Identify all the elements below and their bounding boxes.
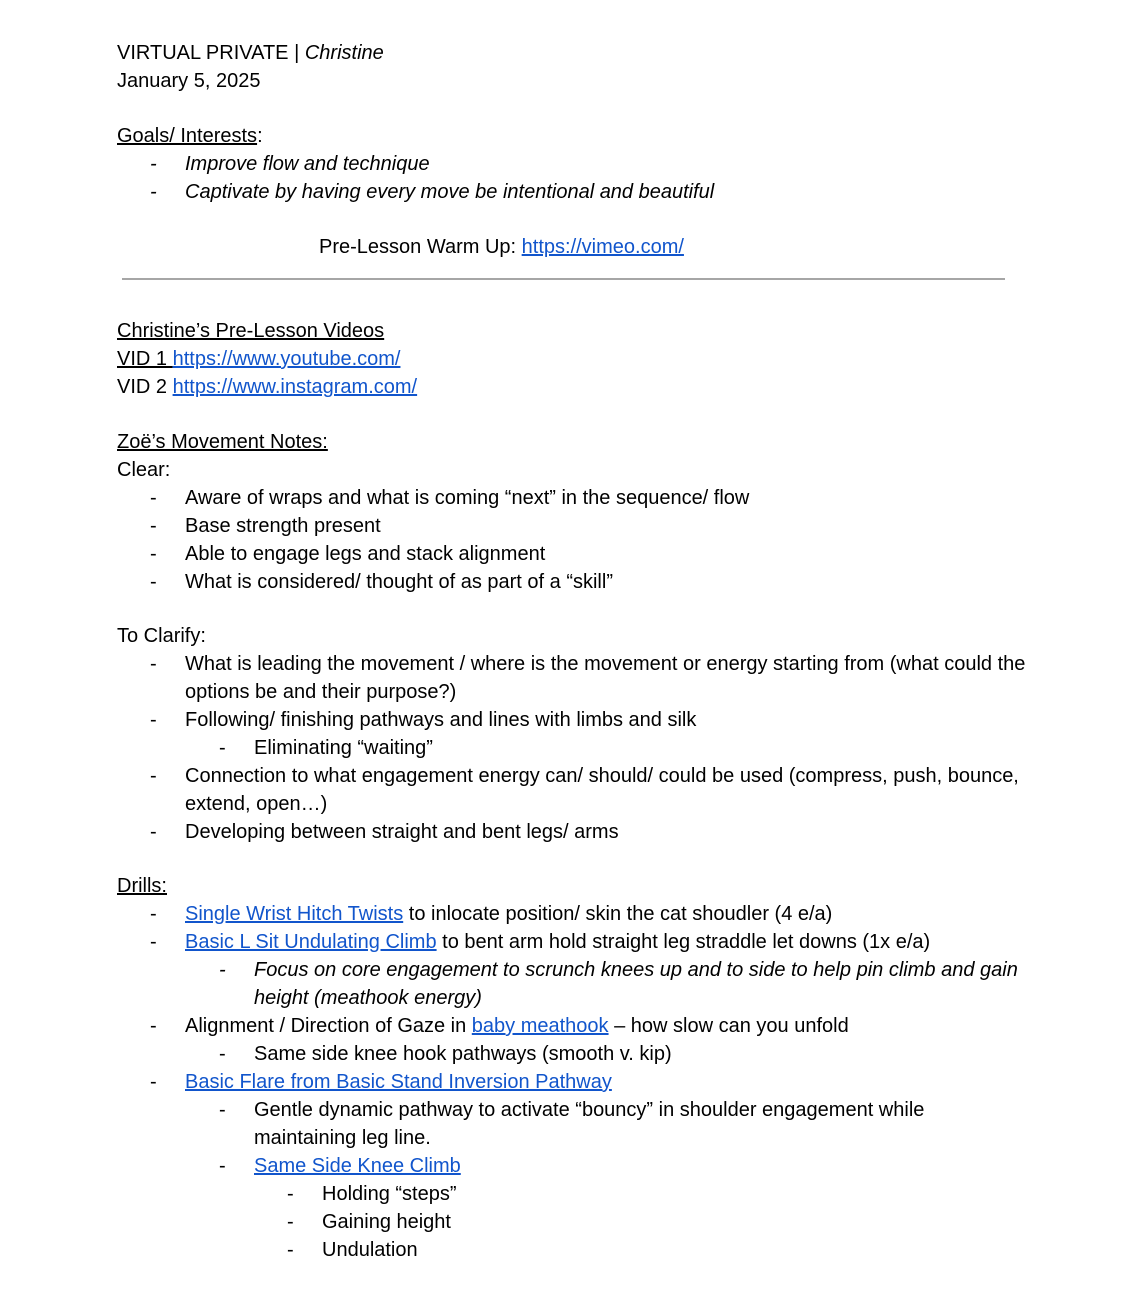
videos-heading: Christine’s Pre-Lesson Videos	[117, 320, 385, 342]
list-item: - Following/ finishing pathways and lines with limbs and silk	[150, 709, 697, 731]
videos-section	[117, 317, 1070, 401]
list-item: - Undulation	[287, 1239, 418, 1261]
horizontal-divider	[122, 278, 1005, 280]
drill-link-4[interactable]: Basic Flare from Basic Stand Inversion Pathway	[185, 1071, 612, 1093]
warmup-line: Pre-Lesson Warm Up: https://vimeo.com/	[319, 236, 684, 258]
video-1: VID 1 https://www.youtube.com/	[117, 348, 401, 370]
session-title: VIRTUAL PRIVATE | Christine	[117, 42, 384, 64]
drills-section	[117, 872, 1070, 1264]
session-date: January 5, 2025	[117, 70, 261, 92]
list-item: - Able to engage legs and stack alignment	[150, 543, 546, 565]
list-item: - Alignment / Direction of Gaze in baby meathook – how slow can you unfold	[150, 1015, 849, 1037]
warmup-link[interactable]: https://vimeo.com/	[521, 236, 684, 258]
goals-list	[117, 150, 1070, 206]
list-item: - Single Wrist Hitch Twists to inlocate position/ skin the cat shoudler (4 e/a)	[150, 903, 833, 925]
list-item: - Holding “steps”	[287, 1183, 457, 1205]
clear-list	[117, 484, 1070, 596]
list-item: - Basic Flare from Basic Stand Inversion Pathway	[150, 1071, 612, 1093]
notes-heading: Zoë’s Movement Notes:	[117, 431, 328, 453]
drill-link-3[interactable]: baby meathook	[471, 1015, 609, 1037]
list-item: - Eliminating “waiting”	[219, 737, 433, 759]
list-item: - What is considered/ thought of as part of a “skill”	[150, 571, 613, 593]
drill-link-5[interactable]: Same Side Knee Climb	[254, 1155, 461, 1177]
list-item: - Gaining height	[287, 1211, 451, 1233]
list-item: - Improve flow and technique	[150, 153, 430, 175]
clarify-list	[117, 650, 1070, 846]
list-item: - Connection to what engagement energy can/ should/ could be used (compress, push, bounce, extend, open…)	[150, 765, 1019, 815]
list-item: - Same side knee hook pathways (smooth v. kip)	[219, 1043, 672, 1065]
document-header	[117, 39, 1070, 95]
list-item: - Gentle dynamic pathway to activate “bouncy” in shoulder engagement while maintaining leg line.	[219, 1099, 925, 1149]
list-item: - Basic L Sit Undulating Climb to bent arm hold straight leg straddle let downs (1x e/a)	[150, 931, 931, 953]
video-2: VID 2 https://www.instagram.com/	[117, 376, 418, 398]
drills-list	[117, 900, 1070, 1264]
clarify-label: To Clarify:	[117, 625, 206, 647]
drill-link-2[interactable]: Basic L Sit Undulating Climb	[185, 931, 437, 953]
client-name: Christine	[304, 42, 384, 64]
goals-heading: Goals/ Interests:	[117, 125, 263, 147]
list-item: - Base strength present	[150, 515, 381, 537]
list-item: - Aware of wraps and what is coming “next” in the sequence/ flow	[150, 487, 750, 509]
clear-label: Clear:	[117, 459, 171, 481]
list-item: - Same Side Knee Climb	[219, 1155, 461, 1177]
video-2-link[interactable]: https://www.instagram.com/	[172, 376, 418, 398]
list-item: - Focus on core engagement to scrunch knees up and to side to help pin climb and gain height (meathook energy)	[219, 959, 1018, 1009]
video-1-link[interactable]: https://www.youtube.com/	[172, 348, 401, 370]
drills-heading: Drills:	[117, 875, 167, 897]
movement-notes-section	[117, 428, 1070, 596]
list-item: - Developing between straight and bent legs/ arms	[150, 821, 619, 843]
goals-section	[117, 122, 1070, 206]
drill-link-1[interactable]: Single Wrist Hitch Twists	[185, 903, 404, 925]
clarify-section	[117, 622, 1070, 846]
list-item: - Captivate by having every move be intentional and beautiful	[150, 181, 715, 203]
list-item: - What is leading the movement / where is the movement or energy starting from (what could the options be and their purpose?)	[150, 653, 1026, 703]
